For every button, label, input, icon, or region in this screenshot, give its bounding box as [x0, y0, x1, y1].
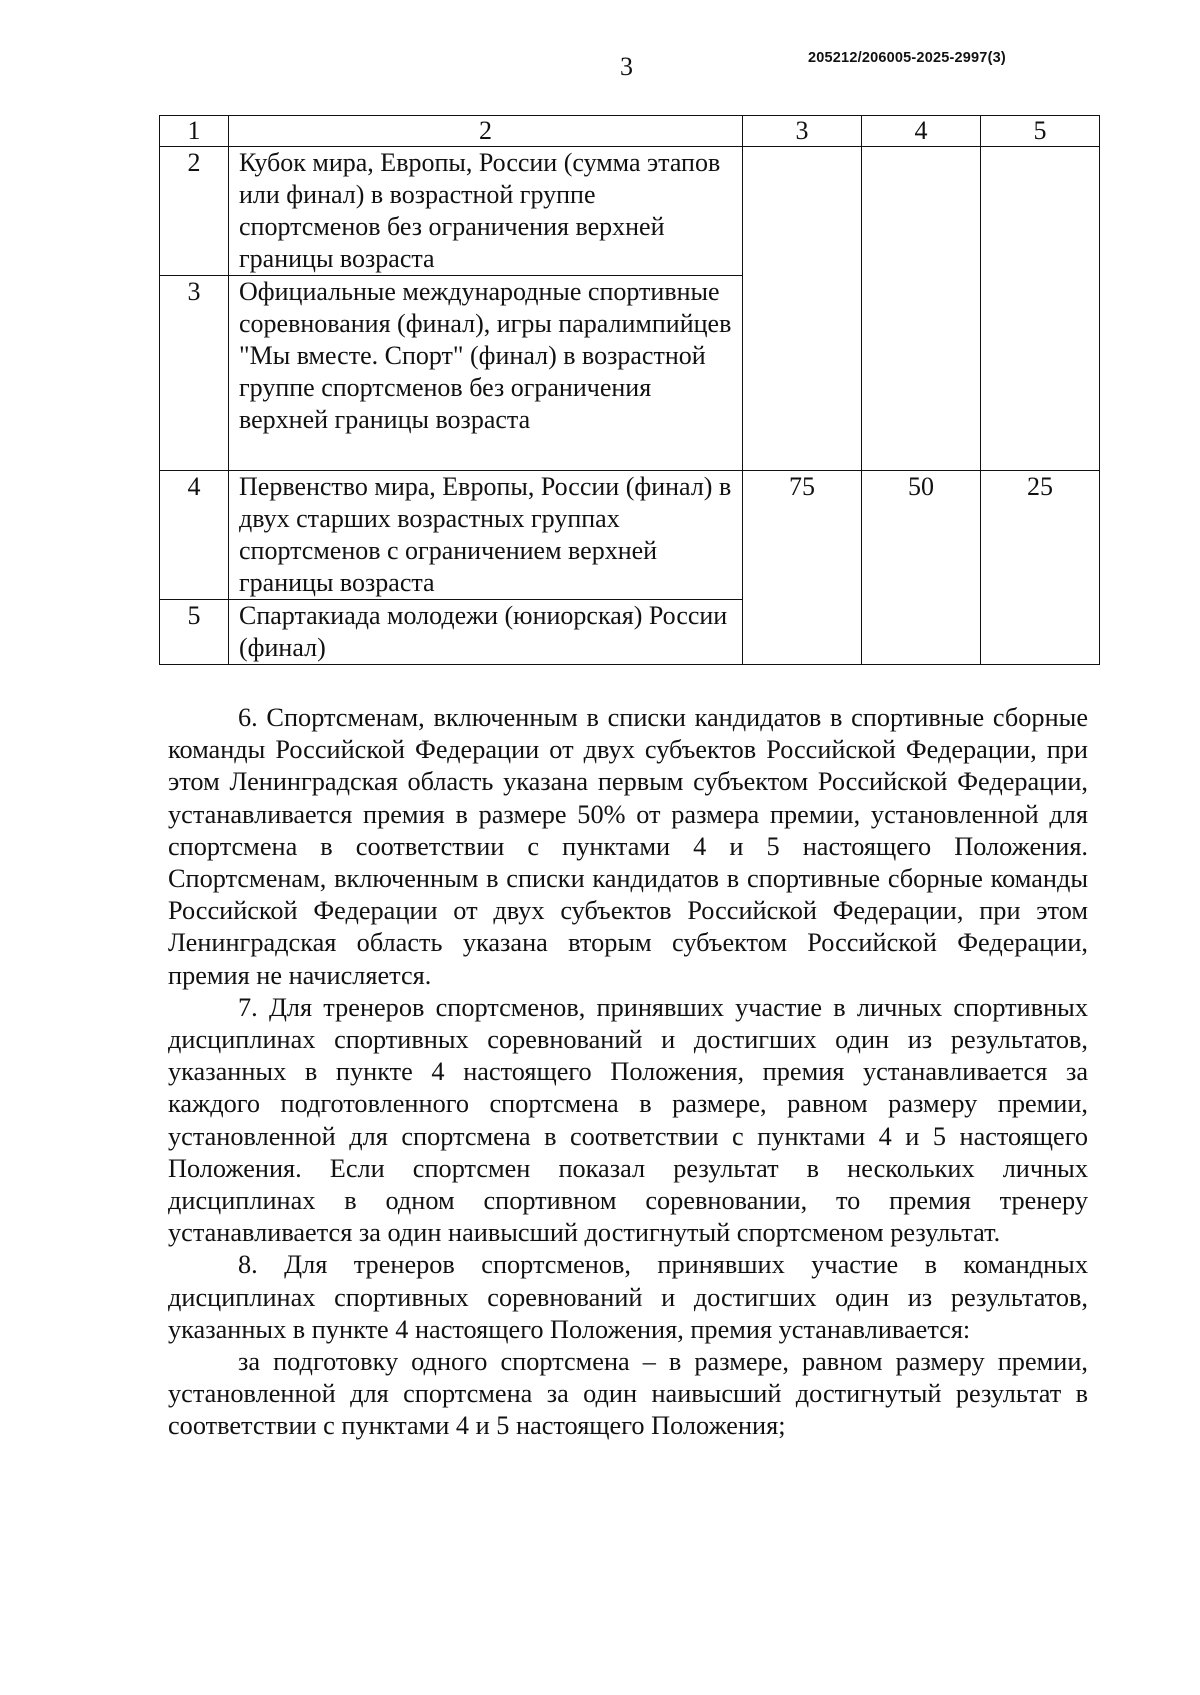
column-header: 4	[862, 116, 981, 147]
document-code: 205212/206005-2025-2997(3)	[808, 50, 1006, 66]
empty-cell	[981, 147, 1100, 471]
row-description: Кубок мира, Европы, России (сумма этапов или финал) в возрастной группе спортсменов без ограничения верхней границы возраста	[229, 147, 743, 276]
column-header: 5	[981, 116, 1100, 147]
value-cell: 25	[981, 471, 1100, 665]
row-number: 2	[160, 147, 229, 276]
paragraph-8-item: за подготовку одного спортсмена – в размере, равном размеру премии, установленной для спортсмена за один наивысший достигнутый результат в соответствии с пунктами 4 и 5 настоящего Положения;	[168, 1347, 1088, 1441]
row-description: Спартакиада молодежи (юниорская) России (финал)	[229, 600, 743, 665]
body-text	[168, 702, 1088, 1443]
empty-cell	[743, 147, 862, 471]
row-number: 5	[160, 600, 229, 665]
row-number: 3	[160, 276, 229, 471]
column-header: 2	[229, 116, 743, 147]
row-number: 4	[160, 471, 229, 600]
awards-table	[159, 115, 1100, 665]
column-header: 3	[743, 116, 862, 147]
empty-cell	[862, 147, 981, 471]
page-number: 3	[620, 52, 633, 81]
row-description: Официальные международные спортивные соревнования (финал), игры паралимпийцев "Мы вместе. Спорт" (финал) в возрастной группе спортсменов без ограничения верхней границы возраста	[229, 276, 743, 471]
table-header-row	[160, 116, 1100, 147]
value-cell: 50	[862, 471, 981, 665]
table-row	[160, 471, 1100, 600]
paragraph-7: 7. Для тренеров спортсменов, принявших участие в личных спортивных дисциплинах спортивных соревнований и достигших один из результатов, указанных в пункте 4 настоящего Положения, премия устанавливается за каждого подготовленного спортсмена в размере, равном размеру премии, установленной для спортсмена в соответствии с пунктами 4 и 5 настоящего Положения. Если спортсмен показал результат в нескольких личных дисциплинах в одном спортивном соревновании, то премия тренеру устанавливается за один наивысший достигнутый спортсменом результат.	[168, 992, 1088, 1248]
paragraph-6: 6. Спортсменам, включенным в списки кандидатов в спортивные сборные команды Российской Федерации от двух субъектов Российской Федерации, при этом Ленинградская область указана первым субъектом Российской Федерации, устанавливается премия в размере 50% от размера премии, установленной для спортсмена в соответствии с пунктами 4 и 5 настоящего Положения. Спортсменам, включенным в списки кандидатов в спортивные сборные команды Российской Федерации от двух субъектов Российской Федерации, при этом Ленинградская область указана вторым субъектом Российской Федерации, премия не начисляется.	[168, 703, 1088, 990]
paragraph-8: 8. Для тренеров спортсменов, принявших участие в командных дисциплинах спортивных соревнований и достигших один из результатов, указанных в пункте 4 настоящего Положения, премия устанавливается:	[168, 1250, 1088, 1344]
value-cell: 75	[743, 471, 862, 665]
column-header: 1	[160, 116, 229, 147]
row-description: Первенство мира, Европы, России (финал) в двух старших возрастных группах спортсменов с ограничением верхней границы возраста	[229, 471, 743, 600]
table-row	[160, 147, 1100, 276]
